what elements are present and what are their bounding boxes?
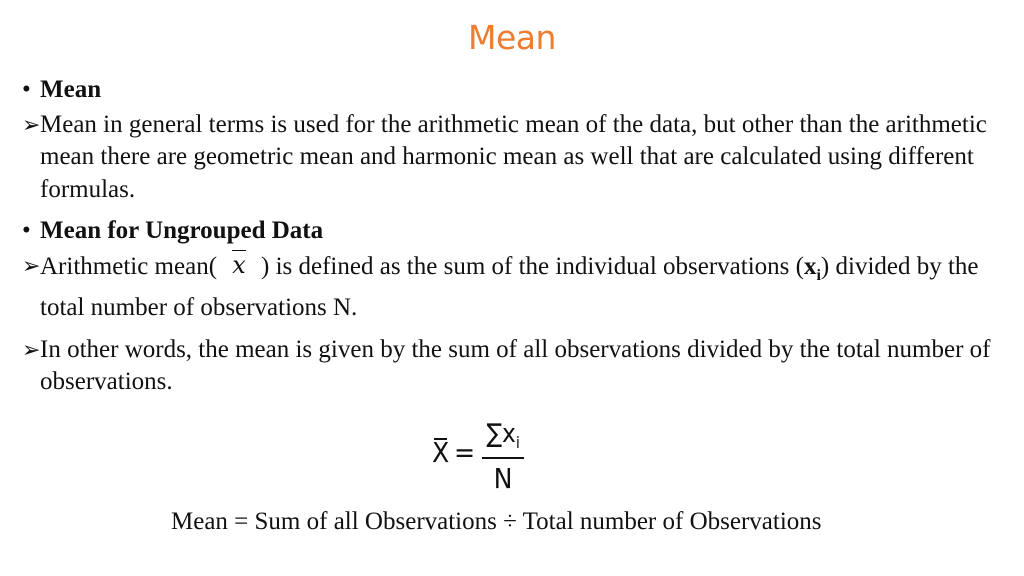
bullet-mean bbox=[22, 74, 1012, 107]
paragraph-text-end: ) divided by the total number of observations N. bbox=[40, 252, 979, 321]
x-bar-symbol bbox=[217, 249, 261, 282]
formula-denominator: N bbox=[493, 462, 513, 495]
bullet-heading: Mean bbox=[40, 76, 102, 103]
paragraph-text: Mean in general terms is used for the arithmetic mean of the data, but other than the arithmetic mean there are geometric mean and harmonic mean as well that are calculated using different formulas. bbox=[40, 110, 987, 203]
bullet-icon: • bbox=[22, 217, 31, 244]
paragraph-other-words bbox=[22, 334, 1012, 399]
variable-subscript: i bbox=[816, 266, 821, 284]
arrow-bullet-icon: ➢ bbox=[22, 336, 41, 362]
numerator-variable: x bbox=[501, 419, 516, 449]
paragraph-text: In other words, the mean is given by the sum of all observations divided by the total number of observations. bbox=[40, 335, 991, 395]
paragraph-text-start: Arithmetic mean( bbox=[40, 252, 218, 280]
bullet-heading: Mean for Ungrouped Data bbox=[40, 217, 324, 244]
formula-caption: Mean = Sum of all Observations ÷ Total number of Observations bbox=[171, 508, 822, 535]
variable-x: x bbox=[803, 252, 817, 280]
arrow-bullet-icon: ➢ bbox=[22, 111, 41, 137]
fraction-line bbox=[482, 457, 524, 459]
formula-numerator bbox=[482, 416, 524, 455]
paragraph-mean-general bbox=[22, 109, 1012, 207]
arrow-bullet-icon: ➢ bbox=[22, 252, 41, 278]
sigma-symbol: ∑ bbox=[486, 419, 502, 449]
numerator-subscript: i bbox=[515, 433, 520, 452]
x-bar-variable: X bbox=[432, 436, 450, 469]
paragraph-arithmetic-mean bbox=[22, 250, 1012, 325]
slide-title: Mean bbox=[468, 18, 556, 57]
slide-body bbox=[22, 74, 1012, 408]
formula-equals: = bbox=[454, 436, 476, 469]
paragraph-text-middle: ) is defined as the sum of the individual observations ( bbox=[261, 252, 804, 280]
x-bar-letter: x bbox=[232, 250, 246, 279]
bullet-icon: • bbox=[22, 76, 31, 103]
formula-fraction bbox=[482, 416, 524, 497]
formula-lhs bbox=[432, 436, 449, 469]
bullet-ungrouped bbox=[22, 215, 1012, 248]
